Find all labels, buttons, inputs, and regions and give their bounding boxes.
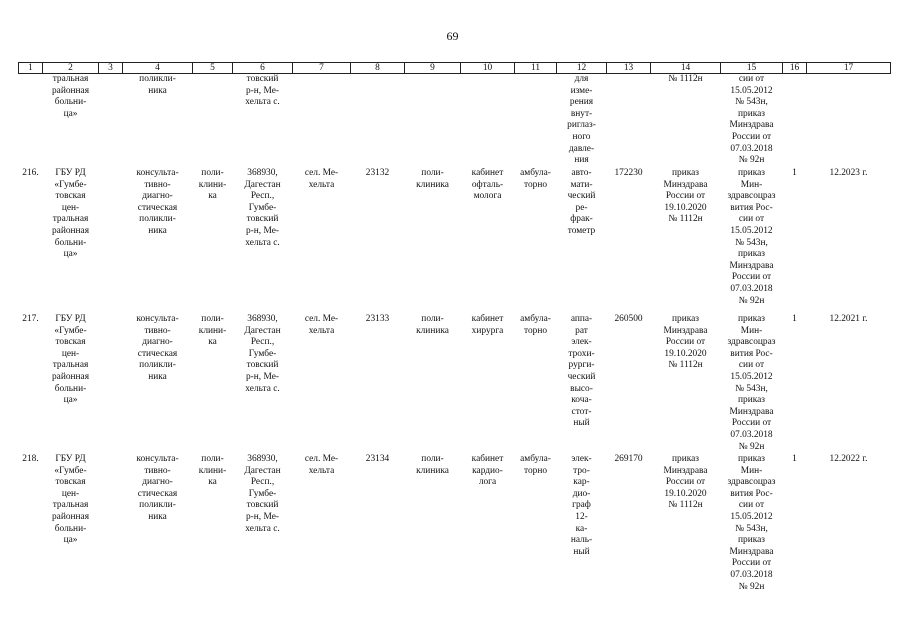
cell-equipment-code: 172230 xyxy=(614,168,643,178)
column-header: 13 xyxy=(607,63,651,74)
cell-unit-type: поли- клини- ка xyxy=(198,314,227,348)
table-row xyxy=(19,454,891,604)
column-header: 11 xyxy=(515,63,557,74)
column-header: 2 xyxy=(43,63,99,74)
cell-quantity: 1 xyxy=(792,454,797,464)
column-header: 15 xyxy=(721,63,783,74)
cell-quantity xyxy=(783,74,807,169)
cell-cabinet: кабинет кардио- лога xyxy=(471,454,504,488)
column-header: 9 xyxy=(405,63,461,74)
cell-division: поли- клиника xyxy=(416,168,449,190)
cell-standard: приказ Мин- здравсоцраз вития Рос- сии от 15.05.2012 № 543н, приказ Минздрава России от 07.03.2018 № 92н xyxy=(727,454,776,592)
column-header: 1 xyxy=(19,63,43,74)
cell-order: приказ Минздрава России от 19.10.2020 № 1112н xyxy=(663,168,708,225)
equipment-table xyxy=(18,62,891,604)
cell-empty xyxy=(99,454,123,604)
cell-code xyxy=(351,74,405,169)
cell-standard: приказ Мин- здравсоцраз вития Рос- сии от 15.05.2012 № 543н, приказ Минздрава России от 07.03.2018 № 92н xyxy=(727,314,776,452)
cell-equipment-code xyxy=(607,74,651,169)
cell-date xyxy=(807,74,891,169)
cell-address: 368930, Дагестан Респ., Гумбе- товский р-н, Ме- хельта с. xyxy=(244,314,281,394)
cell-code: 23133 xyxy=(365,314,390,324)
column-header: 14 xyxy=(651,63,721,74)
cell-division: поли- клиника xyxy=(416,454,449,476)
cell-address: товский р-н, Ме- хельта с. xyxy=(245,74,280,108)
column-header: 7 xyxy=(293,63,351,74)
cell-order: приказ Минздрава России от 19.10.2020 № 1112н xyxy=(663,314,708,371)
column-header: 17 xyxy=(807,63,891,74)
cell-number xyxy=(19,74,43,169)
cell-department: консульта- тивно- диагно- стическая поликли- ника xyxy=(136,168,179,236)
cell-locality xyxy=(293,74,351,169)
cell-organization: ГБУ РД «Гумбе- товская цен- тральная районная больни- ца» xyxy=(51,454,90,546)
cell-unit-type xyxy=(193,74,233,169)
cell-equipment: аппа- рат элек- трохи- рурги- ческий высо- коча- стот- ный xyxy=(567,314,596,429)
cell-empty xyxy=(99,168,123,314)
cell-cabinet: кабинет офталь- молога xyxy=(471,168,504,202)
cell-code: 23134 xyxy=(365,454,390,464)
cell-division: поли- клиника xyxy=(416,314,449,336)
cell-locality: сел. Ме- хельта xyxy=(304,454,339,476)
cell-equipment-code: 260500 xyxy=(614,314,643,324)
cell-care-mode: амбула- торно xyxy=(520,454,551,476)
cell-quantity: 1 xyxy=(792,168,797,178)
column-header: 3 xyxy=(99,63,123,74)
cell-quantity: 1 xyxy=(792,314,797,324)
column-header: 5 xyxy=(193,63,233,74)
column-header: 6 xyxy=(233,63,293,74)
column-header: 12 xyxy=(557,63,607,74)
cell-department: поликли- ника xyxy=(139,74,176,96)
cell-equipment: авто- мати- ческий ре- фрак- тометр xyxy=(567,168,596,236)
cell-order: № 1112н xyxy=(668,74,703,84)
cell-number: 218. xyxy=(22,454,39,464)
cell-equipment: для изме- рения внут- риглаз- ного давле- ния xyxy=(567,74,596,166)
cell-division xyxy=(405,74,461,169)
cell-standard: сии от 15.05.2012 № 543н, приказ Минздрава России от 07.03.2018 № 92н xyxy=(729,74,774,166)
cell-unit-type: поли- клини- ка xyxy=(198,454,227,488)
page-number: 69 xyxy=(446,29,459,43)
column-header: 10 xyxy=(461,63,515,74)
cell-date: 12.2022 г. xyxy=(829,454,868,464)
table-row xyxy=(19,314,891,454)
cell-cabinet: кабинет хирурга xyxy=(471,314,504,336)
continuation-row xyxy=(19,74,891,169)
cell-organization: ГБУ РД «Гумбе- товская цен- тральная районная больни- ца» xyxy=(51,168,90,260)
cell-locality: сел. Ме- хельта xyxy=(304,168,339,190)
cell-standard: приказ Мин- здравсоцраз вития Рос- сии от 15.05.2012 № 543н, приказ Минздрава России от 07.03.2018 № 92н xyxy=(727,168,776,306)
cell-organization: ГБУ РД «Гумбе- товская цен- тральная районная больни- ца» xyxy=(51,314,90,406)
cell-empty xyxy=(99,74,123,169)
cell-department: консульта- тивно- диагно- стическая поликли- ника xyxy=(136,454,179,522)
header-row xyxy=(19,63,891,74)
cell-number: 217. xyxy=(22,314,39,324)
cell-equipment: элек- тро- кар- дио- граф 12- ка- наль- ный xyxy=(570,454,593,557)
column-header: 8 xyxy=(351,63,405,74)
cell-address: 368930, Дагестан Респ., Гумбе- товский р-н, Ме- хельта с. xyxy=(244,168,281,248)
cell-address: 368930, Дагестан Респ., Гумбе- товский р-н, Ме- хельта с. xyxy=(244,454,281,534)
cell-date: 12.2021 г. xyxy=(829,314,868,324)
cell-equipment-code: 269170 xyxy=(614,454,643,464)
cell-care-mode: амбула- торно xyxy=(520,168,551,190)
column-header: 4 xyxy=(123,63,193,74)
cell-care-mode: амбула- торно xyxy=(520,314,551,336)
cell-empty xyxy=(99,314,123,454)
cell-cabinet xyxy=(461,74,515,169)
cell-code: 23132 xyxy=(365,168,390,178)
cell-department: консульта- тивно- диагно- стическая поликли- ника xyxy=(136,314,179,382)
column-header: 16 xyxy=(783,63,807,74)
cell-number: 216. xyxy=(22,168,39,178)
table-row xyxy=(19,168,891,314)
cell-unit-type: поли- клини- ка xyxy=(198,168,227,202)
cell-organization: тральная районная больни- ца» xyxy=(51,74,90,119)
cell-date: 12.2023 г. xyxy=(829,168,868,178)
cell-care-mode xyxy=(515,74,557,169)
cell-order: приказ Минздрава России от 19.10.2020 № 1112н xyxy=(663,454,708,511)
cell-locality: сел. Ме- хельта xyxy=(304,314,339,336)
